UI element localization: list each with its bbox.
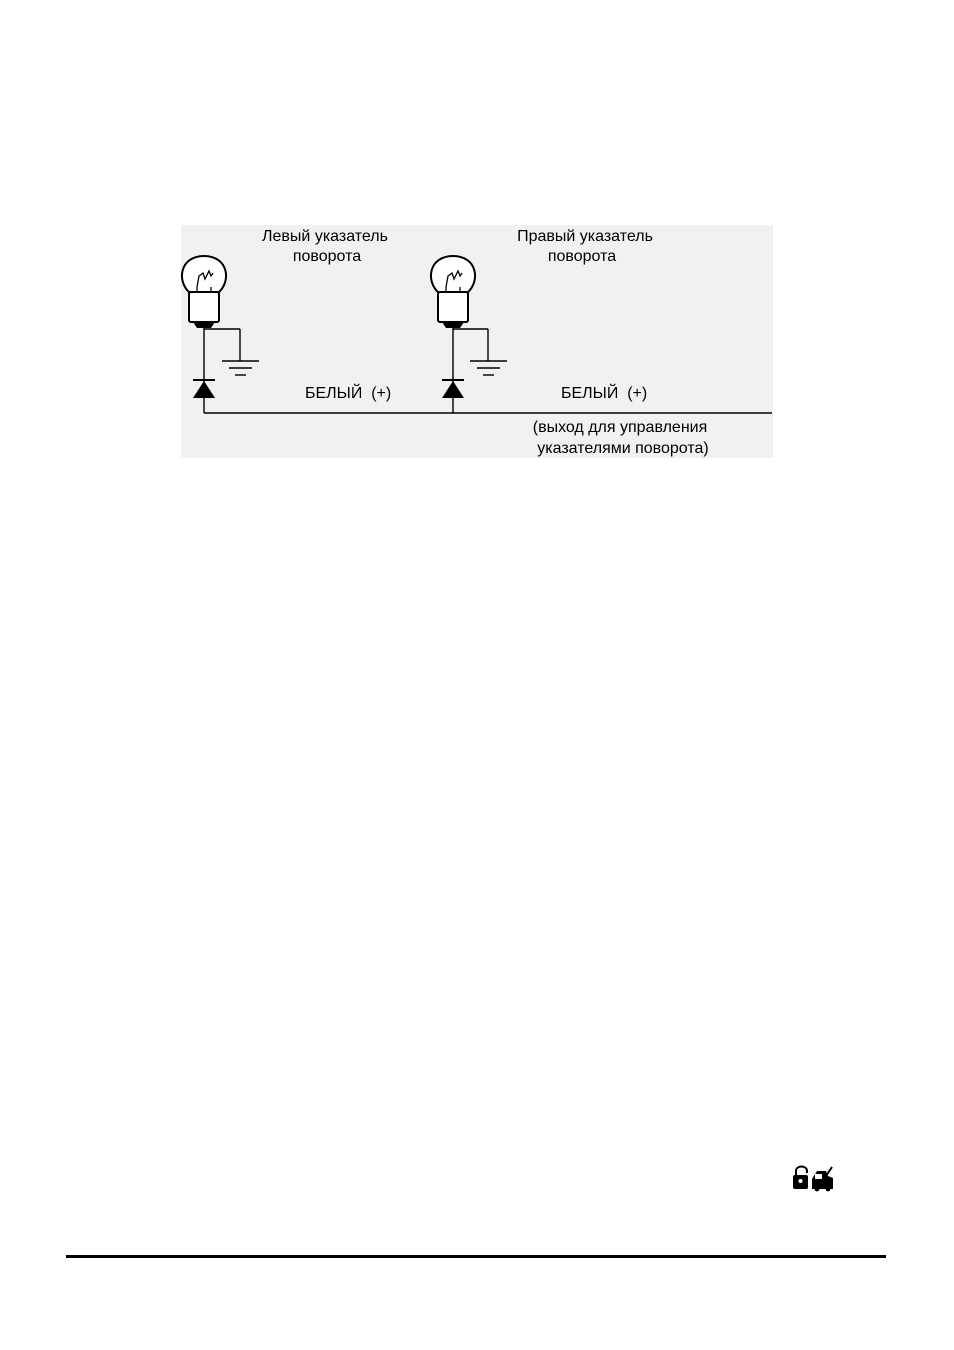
left-lamp-label-line2: поворота — [292, 248, 362, 265]
right-lamp-label-line2: поворота — [547, 248, 617, 265]
output-note-line1: (выход для управления — [532, 419, 708, 436]
footer-rule — [66, 1255, 886, 1258]
right-lamp-label-line1: Правый указатель — [517, 228, 653, 245]
padlock-icon — [793, 1167, 808, 1190]
wire-label-right: БЕЛЫЙ (+) — [561, 385, 648, 402]
left-lamp-label-line1: Левый указатель — [262, 228, 388, 245]
right-lamp-icon — [431, 256, 475, 328]
car-trunk-icon — [812, 1167, 833, 1191]
wire-label-left: БЕЛЫЙ (+) — [305, 385, 392, 402]
left-lamp-icon — [182, 256, 226, 328]
output-note-line2: указателями поворота) — [537, 440, 709, 457]
